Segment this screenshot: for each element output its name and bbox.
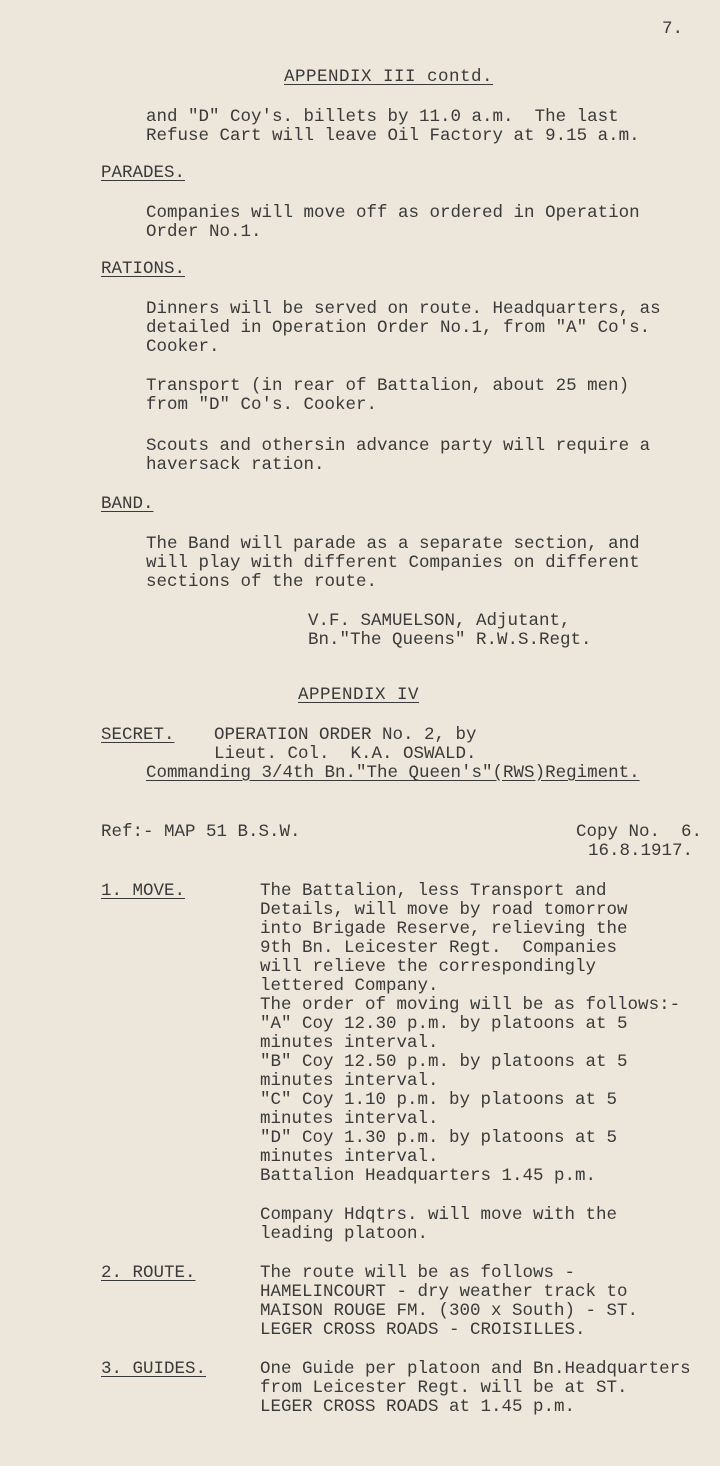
intro-line-2: Refuse Cart will leave Oil Factory at 9.15 a.m.: [146, 126, 640, 146]
move-line-16: Battalion Headquarters 1.45 p.m.: [260, 1166, 597, 1186]
signature-line-1: V.F. SAMUELSON, Adjutant,: [308, 611, 571, 631]
rations-p2-line-1: Transport (in rear of Battalion, about 25 men): [146, 376, 630, 396]
guides-line-3: LEGER CROSS ROADS at 1.45 p.m.: [260, 1397, 576, 1417]
move-line-5: will relieve the correspondingly: [260, 957, 597, 977]
rations-p3-line-1: Scouts and othersin advance party will require a: [146, 436, 651, 456]
route-heading: 2. ROUTE.: [101, 1263, 196, 1283]
intro-line-1: and "D" Coy's. billets by 11.0 a.m. The last: [146, 107, 619, 127]
rations-p3-line-2: haversack ration.: [146, 455, 325, 475]
move-line-3: into Brigade Reserve, relieving the: [260, 919, 628, 939]
band-line-3: sections of the route.: [146, 572, 378, 592]
move-line-7: The order of moving will be as follows:-: [260, 995, 681, 1015]
route-line-2: HAMELINCOURT - dry weather track to: [260, 1282, 628, 1302]
band-line-2: will play with different Companies on different: [146, 553, 640, 573]
move-heading: 1. MOVE.: [101, 881, 186, 901]
move-line-11: minutes interval.: [260, 1071, 439, 1091]
move-line-13: minutes interval.: [260, 1109, 439, 1129]
signature-line-2: Bn."The Queens" R.W.S.Regt.: [308, 630, 592, 650]
guides-line-1: One Guide per platoon and Bn.Headquarters: [260, 1359, 691, 1379]
operation-order-line: OPERATION ORDER No. 2, by: [214, 725, 477, 745]
move-line-4: 9th Bn. Leicester Regt. Companies: [260, 938, 618, 958]
move-line-14: "D" Coy 1.30 p.m. by platoons at 5: [260, 1128, 618, 1148]
order-date: 16.8.1917.: [588, 841, 694, 861]
by-line: Lieut. Col. K.A. OSWALD.: [214, 744, 477, 764]
rations-p1-line-2: detailed in Operation Order No.1, from "A" Co's.: [146, 318, 651, 338]
move-line-10: "B" Coy 12.50 p.m. by platoons at 5: [260, 1052, 628, 1072]
rations-p1-line-1: Dinners will be served on route. Headquarters, as: [146, 299, 661, 319]
secret-label: SECRET.: [101, 725, 175, 745]
rations-p1-line-3: Cooker.: [146, 337, 220, 357]
guides-line-2: from Leicester Regt. will be at ST.: [260, 1378, 628, 1398]
band-line-1: The Band will parade as a separate section, and: [146, 534, 640, 554]
move-extra-line-2: leading platoon.: [260, 1224, 429, 1244]
move-line-6: lettered Company.: [260, 976, 439, 996]
map-reference: Ref:- MAP 51 B.S.W.: [101, 822, 301, 842]
parades-line-2: Order No.1.: [146, 222, 262, 242]
copy-number: Copy No. 6.: [576, 822, 703, 842]
move-line-2: Details, will move by road tomorrow: [260, 900, 628, 920]
move-line-12: "C" Coy 1.10 p.m. by platoons at 5: [260, 1090, 618, 1110]
move-line-1: The Battalion, less Transport and: [260, 881, 607, 901]
rations-heading: RATIONS.: [101, 259, 186, 279]
commanding-line: Commanding 3/4th Bn."The Queen's"(RWS)Regiment.: [146, 763, 640, 783]
route-line-3: MAISON ROUGE FM. (300 x South) - ST.: [260, 1301, 639, 1321]
move-extra-line-1: Company Hdqtrs. will move with the: [260, 1205, 618, 1225]
move-line-15: minutes interval.: [260, 1147, 439, 1167]
appendix-iv-title: APPENDIX IV: [298, 685, 420, 705]
page-number: 7.: [662, 19, 684, 39]
route-line-1: The route will be as follows -: [260, 1263, 576, 1283]
band-heading: BAND.: [101, 494, 154, 514]
guides-heading: 3. GUIDES.: [101, 1359, 207, 1379]
appendix-iii-title: APPENDIX III contd.: [284, 67, 494, 87]
move-line-8: "A" Coy 12.30 p.m. by platoons at 5: [260, 1014, 628, 1034]
parades-heading: PARADES.: [101, 163, 186, 183]
parades-line-1: Companies will move off as ordered in Operation: [146, 203, 640, 223]
rations-p2-line-2: from "D" Co's. Cooker.: [146, 395, 378, 415]
route-line-4: LEGER CROSS ROADS - CROISILLES.: [260, 1320, 586, 1340]
move-line-9: minutes interval.: [260, 1033, 439, 1053]
